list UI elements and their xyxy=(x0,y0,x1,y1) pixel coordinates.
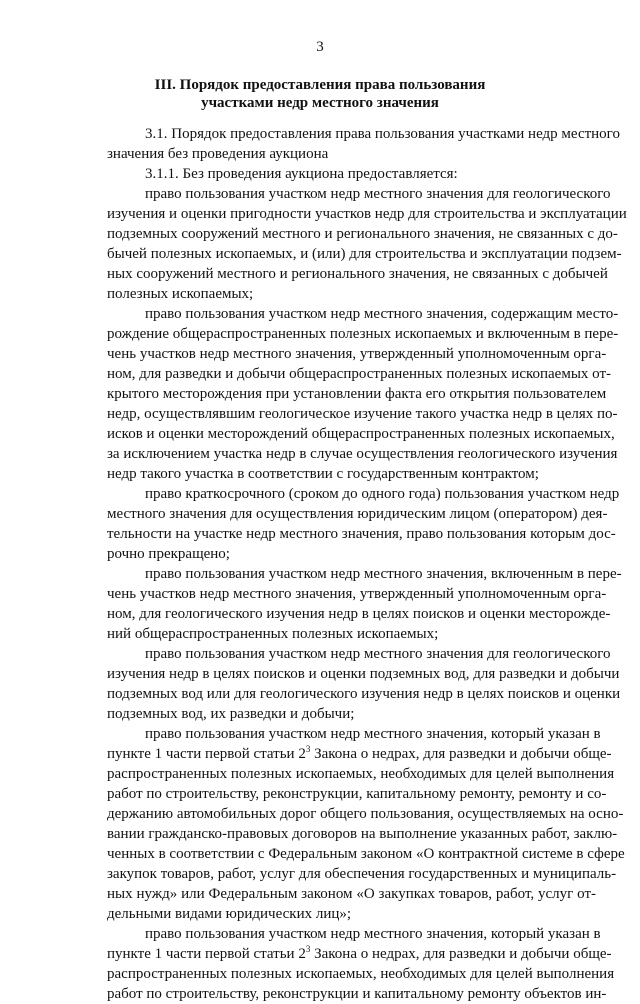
text-line: держанию автомобильных дорог общего пользования, осуществляемых на осно- xyxy=(107,806,624,822)
text-fragment: Закона о недрах, для разведки и добычи обще- xyxy=(310,746,612,762)
paragraph-3-1-1 xyxy=(107,164,596,184)
text-line: местного значения для осуществления юридическим лицом (оператором) дея- xyxy=(107,506,608,522)
text-line: ных нужд» или Федеральным законом «О закупках товаров, работ, услуг от- xyxy=(107,886,596,902)
superscript: 3 xyxy=(305,744,311,754)
text-fragment: пункте 1 части первой статьи 2 xyxy=(107,946,306,962)
text-line: право пользования участком недр местного значения, который указан в xyxy=(145,726,601,742)
text-line: распространенных полезных ископаемых, необходимых для целей выполнения xyxy=(107,766,615,782)
text-line: чень участков недр местного значения, утвержденный уполномоченным орга- xyxy=(107,346,607,362)
paragraph-item-5 xyxy=(107,644,621,724)
paragraph-item-3 xyxy=(107,484,620,564)
text-line: рочно прекращено; xyxy=(107,546,230,562)
text-line: право пользования участком недр местного значения для геологического xyxy=(145,646,611,662)
text-line: изучения и оценки пригодности участков недр для строительства и эксплуатации xyxy=(107,206,627,222)
text-line: распространенных полезных ископаемых, необходимых для целей выполнения xyxy=(107,966,615,982)
paragraph-item-4 xyxy=(107,564,622,644)
text-fragment: Закона о недрах, для разведки и добычи обще- xyxy=(310,946,612,962)
text-line: исков и оценки месторождений общераспространенных полезных ископаемых, xyxy=(107,426,615,442)
paragraph-item-1 xyxy=(107,184,627,304)
text-line: тельности на участке недр местного значения, право пользования которым дос- xyxy=(107,526,616,542)
text-line: закупок товаров, работ, услуг для обеспечения государственных и муниципаль- xyxy=(107,866,617,882)
text-line: рождение общераспространенных полезных ископаемых и включенным в пере- xyxy=(107,326,619,342)
text-line: подземных сооружений местного и регионального значения, не связанных с до- xyxy=(107,226,618,242)
document-body xyxy=(107,124,627,1004)
text-line: работ по строительству, реконструкции и капитальному ремонту объектов ин- xyxy=(107,986,607,1002)
text-line: бычей полезных ископаемых, и (или) для строительства и эксплуатации подзем- xyxy=(107,246,622,262)
text-line: недр, осуществлявшим геологическое изучение такого участка недр в целях по- xyxy=(107,406,618,422)
text-line: полезных ископаемых; xyxy=(107,286,254,302)
text-line: право пользования участком недр местного значения, содержащим место- xyxy=(145,306,619,322)
text-line: право пользования участком недр местного значения, который указан в xyxy=(145,926,601,942)
text-line: значения без проведения аукциона xyxy=(107,146,329,162)
text-line: за исключением участка недр в случае осуществления геологического изучения xyxy=(107,446,618,462)
text-line: ном, для геологического изучения недр в целях поисков и оценки месторожде- xyxy=(107,606,611,622)
text-line: право краткосрочного (сроком до одного года) пользования участком недр xyxy=(145,486,620,502)
text-line: вании гражданско-правовых договоров на выполнение указанных работ, заклю- xyxy=(107,826,618,842)
text-line: право пользования участком недр местного значения для геологического xyxy=(145,186,611,202)
text-line: 3.1. Порядок предоставления права пользования участками недр местного xyxy=(145,126,620,142)
paragraph-item-6 xyxy=(107,724,625,924)
section-heading xyxy=(100,76,540,112)
text-line xyxy=(107,744,612,764)
text-line xyxy=(107,944,612,964)
text-line: 3.1.1. Без проведения аукциона предоставляется: xyxy=(145,166,458,182)
text-line: чень участков недр местного значения, утвержденный уполномоченным орга- xyxy=(107,586,607,602)
section-heading-line-2: участками недр местного значения xyxy=(201,95,439,111)
text-line: недр такого участка в соответствии с государственным контрактом; xyxy=(107,466,539,482)
text-line: ченных в соответствии с Федеральным законом «О контрактной системе в сфере xyxy=(107,846,625,862)
text-line: ных сооружений местного и регионального значения, не связанных с добычей xyxy=(107,266,608,282)
paragraph-3-1 xyxy=(107,124,620,164)
text-line: подземных вод, их разведки и добычи; xyxy=(107,706,355,722)
text-line: изучения недр в целях поисков и оценки подземных вод, для разведки и добычи xyxy=(107,666,620,682)
text-line: ний общераспространенных полезных ископаемых; xyxy=(107,626,439,642)
section-heading-line-1: III. Порядок предоставления права пользования xyxy=(154,77,486,93)
text-line: право пользования участком недр местного значения, включенным в пере- xyxy=(145,566,622,582)
superscript: 3 xyxy=(305,944,311,954)
text-line: подземных вод или для геологического изучения недр в целях поисков и оценки xyxy=(107,686,621,702)
text-line: работ по строительству, реконструкции, капитальному ремонту, ремонту и со- xyxy=(107,786,607,802)
text-line: крытого месторождения при установлении факта его открытия пользователем xyxy=(107,386,607,402)
page-number: 3 xyxy=(316,39,324,55)
paragraph-item-7 xyxy=(107,924,615,1004)
text-line: дельными видами юридических лиц»; xyxy=(107,906,352,922)
text-fragment: пункте 1 части первой статьи 2 xyxy=(107,746,306,762)
text-line: ном, для разведки и добычи общераспространенных полезных ископаемых от- xyxy=(107,366,612,382)
paragraph-item-2 xyxy=(107,304,619,484)
